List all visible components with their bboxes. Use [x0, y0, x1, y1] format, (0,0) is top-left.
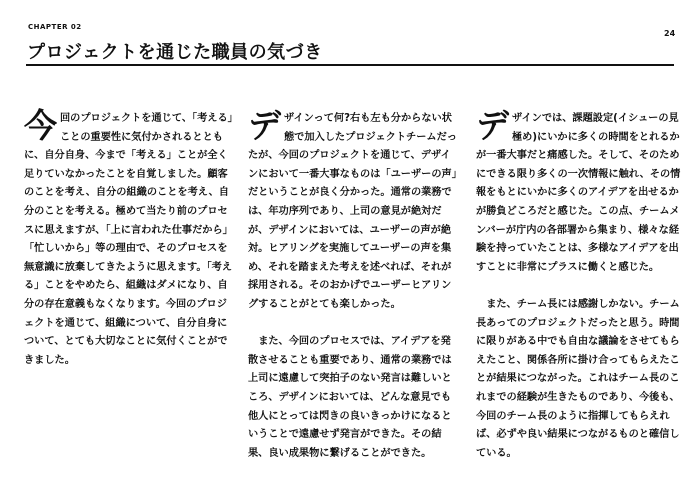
column-3 [476, 106, 686, 463]
column-1 [24, 106, 234, 370]
column-2 [248, 106, 458, 463]
column-3-paragraph-1 [476, 106, 686, 277]
dropcap: デ [248, 106, 281, 145]
column-1-paragraph [24, 106, 234, 370]
chapter-label: CHAPTER 02 [28, 23, 82, 31]
title-divider [26, 64, 674, 66]
column-3-paragraph-2: また、チーム長には感謝しかない。チーム長あってのプロジェクトだったと思う。時間に限りがある中でも自由な議論をさせてもらえたこと、関係各所に掛け合ってもらえたことが結果につながった。これはチーム長のこれまでの経験が生きたものであり、今後も、今回のチーム長のように指揮してもらえれば、必ずや良い結果につながるものと確信している。 [476, 298, 680, 459]
dropcap: デ [476, 106, 509, 145]
page-title: プロジェクトを通じた職員の気づき [27, 42, 323, 63]
column-2-paragraph-2: また、今回のプロセスでは、アイデアを発散させることも重要であり、通常の業務では上司に遠慮して突拍子のない発言は難しいところ、デザインにおいては、どんな意見でも他人にとっては閃きの良いきっかけになるということで遠慮せず発言ができた。その結果、良い成果物に繋げることができた。 [248, 336, 452, 459]
column-2-paragraph-1 [248, 106, 458, 315]
column-text: ザインって何?右も左も分からない状態で加入したプロジェクトチームだったが、今回のプロジェクトを通じて、デザインにおいて一番大事なものは「ユーザーの声」だということが良く分かった。通常の業務では、年功序列であり、上司の意見が絶対だが、デザインにおいては、ユーザーの声が絶対。ヒアリングを実施してユーザーの声を集め、それを踏まえた考えを述べれば、それが採用される。そのおかげでユーザーヒアリングすることがとても楽しかった。 [248, 113, 457, 310]
page-number: 24 [664, 29, 676, 38]
column-text: ザインでは、課題設定(イシューの見極め)にいかに多くの時間をとれるかが一番大事だと痛感した。そして、そのためにできる限り多くの一次情報に触れ、その情報をもとにいかに多くのアイデアを出せるかが勝負どころだと感じた。この点、チームメンバーが庁内の各部署から集まり、様々な経験を持っていたことは、多様なアイデアを出すことに非常にプラスに働くと感じた。 [476, 113, 681, 273]
column-text: 回のプロジェクトを通じて、「考える」ことの重要性に気付かされるとともに、自分自身、今まで「考える」ことが全く足りていなかったことを自覚しました。顧客のことを考え、自分の組織のことを考え、自分のことを考える。極めて当たり前のプロセスに思えますが、「上に言われた仕事だから」「忙しいから」等の理由で、そのプロセスを無意識に放棄してきたように思えます。「考える」ことをやめたら、組織はダメになり、自分の存在意義もなくなります。今回のプロジェクトを通じて、組織について、自分自身について、とても大切なことに気付くことができました。 [24, 113, 233, 366]
dropcap: 今 [24, 106, 57, 145]
